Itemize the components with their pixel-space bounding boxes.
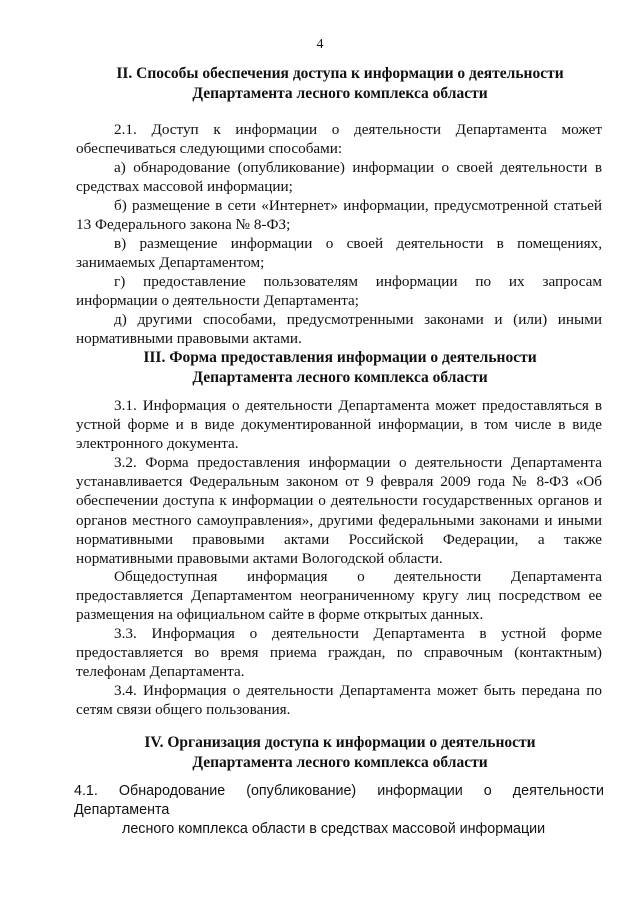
section-4-heading <box>60 733 620 773</box>
paragraph-2-1-b: б) размещение в сети «Интернет» информации, предусмотренной статьей 13 Федерального закона № 8-ФЗ; <box>76 197 602 234</box>
section-2-heading-line2: Департамента лесного комплекса области <box>192 85 488 102</box>
paragraph-4-1-line2: лесного комплекса области в средствах массовой информации <box>122 821 546 838</box>
section-3-heading-line1: III. Форма предоставления информации о деятельности <box>143 349 537 366</box>
paragraph-3-3: 3.3. Информация о деятельности Департамента в устной форме предоставляется во время приема граждан, по справочным (контактным) телефонам Департамента. <box>76 625 602 681</box>
paragraph-3-4: 3.4. Информация о деятельности Департамента может быть передана по сетям связи общего пользования. <box>76 682 602 719</box>
section-3-heading-line2: Департамента лесного комплекса области <box>192 369 488 386</box>
page-number: 4 <box>316 37 324 52</box>
paragraph-3-2: 3.2. Форма предоставления информации о деятельности Департамента устанавливается Федеральным законом от 9 февраля 2009 года № 8-ФЗ «Об обеспечении доступа к информации о деятельности государственных органов и органов местного самоуправления», другими федеральными законами и иными нормативными правовыми актами Российской Федерации, а также нормативными правовыми актами Вологодской области. <box>76 454 602 568</box>
paragraph-2-1-a: а) обнародование (опубликование) информации о своей деятельности в средствах массовой информации; <box>76 159 602 196</box>
paragraph-2-1-g: г) предоставление пользователям информации по их запросам информации о деятельности Департамента; <box>76 273 602 310</box>
section-3-heading <box>60 348 620 388</box>
paragraph-4-1 <box>74 782 604 840</box>
paragraph-4-1-line1: 4.1. Обнародование (опубликование) информации о деятельности Департамента <box>74 783 604 819</box>
section-2-heading-line1: II. Способы обеспечения доступа к информации о деятельности <box>116 65 564 82</box>
section-4-heading-line1: IV. Организация доступа к информации о деятельности <box>144 734 536 751</box>
paragraph-public-info: Общедоступная информация о деятельности Департамента предоставляется Департаментом неограниченному кругу лиц посредством ее размещения на официальном сайте в форме открытых данных. <box>76 568 602 624</box>
paragraph-3-1: 3.1. Информация о деятельности Департамента может предоставляться в устной форме и в виде документированной информации, в том числе в виде электронного документа. <box>76 397 602 453</box>
paragraph-2-1-v: в) размещение информации о своей деятельности в помещениях, занимаемых Департаментом; <box>76 235 602 272</box>
paragraph-2-1: 2.1. Доступ к информации о деятельности Департамента может обеспечиваться следующими способами: <box>76 121 602 158</box>
section-4-heading-line2: Департамента лесного комплекса области <box>192 754 488 771</box>
paragraph-2-1-d: д) другими способами, предусмотренными законами и (или) иными нормативными правовыми актами. <box>76 311 602 348</box>
section-2-heading <box>60 64 620 104</box>
